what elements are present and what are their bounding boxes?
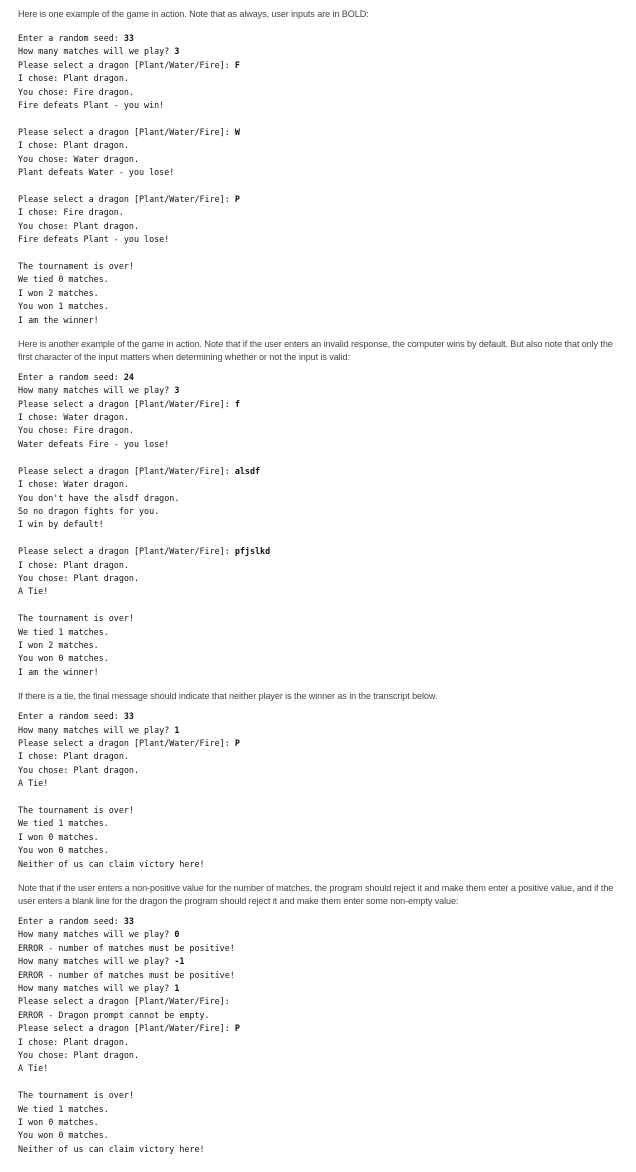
transcript-block (18, 710, 618, 790)
program-output: You chose: Plant dragon. (18, 764, 140, 775)
program-output: How many matches will we play? (18, 724, 175, 735)
program-output: Neither of us can claim victory here! (18, 1143, 205, 1154)
transcript-line (18, 99, 618, 112)
program-output: I won 2 matches. (18, 287, 99, 298)
program-output: I win by default! (18, 519, 104, 530)
transcript-line (18, 478, 618, 491)
program-output: Fire defeats Plant - you win! (18, 99, 165, 110)
program-output: The tournament is over! (18, 613, 134, 624)
user-input: 1 (174, 724, 180, 735)
program-output: Please select a dragon [Plant/Water/Fire]: (18, 465, 235, 476)
transcript-line (18, 300, 618, 313)
program-output: The tournament is over! (18, 260, 134, 271)
program-output: I chose: Water dragon. (18, 412, 129, 423)
program-output: Please select a dragon [Plant/Water/Fire]: (18, 738, 235, 749)
program-output: You chose: Plant dragon. (18, 573, 140, 583)
transcript-block (18, 1089, 618, 1156)
transcript (18, 32, 618, 327)
transcript-line (18, 844, 618, 857)
transcript-line (18, 737, 618, 750)
program-output: Enter a random seed: (18, 371, 124, 382)
program-output: You won 0 matches. (18, 653, 109, 664)
program-output: I am the winner! (18, 666, 99, 677)
transcript-block (18, 612, 618, 679)
transcript-line (18, 942, 618, 955)
transcript-line (18, 1089, 618, 1102)
user-input: 33 (123, 711, 134, 722)
program-output: A Tie! (18, 586, 49, 597)
user-input: -1 (174, 956, 185, 967)
transcript-block (18, 32, 618, 112)
transcript-line (18, 955, 618, 968)
program-output: Please select a dragon [Plant/Water/Fire]: (18, 996, 230, 1007)
transcript-line (18, 233, 618, 246)
transcript (18, 371, 618, 679)
transcript-line (18, 710, 618, 723)
transcript-line (18, 1009, 618, 1022)
transcript-line (18, 652, 618, 665)
program-output: Please select a dragon [Plant/Water/Fire]: (18, 59, 235, 70)
program-output: You won 1 matches. (18, 301, 109, 312)
transcript-block (18, 545, 618, 599)
program-output: I chose: Water dragon. (18, 479, 129, 490)
transcript-line (18, 166, 618, 179)
transcript-line (18, 260, 618, 273)
user-input: pfjslkd (234, 546, 271, 557)
transcript-line (18, 398, 618, 411)
transcript-block (18, 260, 618, 327)
user-input: 3 (174, 385, 180, 396)
transcript-line (18, 1143, 618, 1156)
user-input: f (234, 398, 240, 409)
transcript-block (18, 126, 618, 180)
transcript-line (18, 153, 618, 166)
transcript-line (18, 817, 618, 830)
transcript-line (18, 626, 618, 639)
program-output: We tied 1 matches. (18, 626, 109, 637)
transcript-line (18, 424, 618, 437)
transcript-line (18, 1062, 618, 1075)
program-output: Fire defeats Plant - you lose! (18, 234, 170, 245)
program-output: Enter a random seed: (18, 33, 124, 43)
transcript-line (18, 371, 618, 384)
program-output: Please select a dragon [Plant/Water/Fire]: (18, 126, 235, 137)
program-output: Please select a dragon [Plant/Water/Fire]: (18, 398, 235, 409)
section-intro: If there is a tie, the final message should indicate that neither player is the winner as in the transcript below. (18, 691, 438, 702)
program-output: How many matches will we play? (18, 929, 175, 940)
program-output: We tied 0 matches. (18, 274, 109, 285)
program-output: Plant defeats Water - you lose! (18, 167, 175, 178)
transcript-line (18, 995, 618, 1008)
transcript-line (18, 220, 618, 233)
program-output: The tournament is over! (18, 805, 134, 816)
program-output: How many matches will we play? (18, 385, 175, 396)
transcript-block (18, 371, 618, 451)
transcript-line (18, 559, 618, 572)
transcript-line (18, 126, 618, 139)
transcript-line (18, 59, 618, 72)
program-output: You don't have the alsdf dragon. (18, 492, 180, 503)
transcript-line (18, 1036, 618, 1049)
program-output: How many matches will we play? (18, 982, 175, 993)
transcript-line (18, 612, 618, 625)
program-output: The tournament is over! (18, 1090, 134, 1101)
program-output: I won 0 matches. (18, 1117, 99, 1127)
user-input: 0 (174, 929, 180, 940)
program-output: Enter a random seed: (18, 916, 124, 927)
transcript-line (18, 777, 618, 790)
program-output: We tied 1 matches. (18, 818, 109, 829)
transcript-line (18, 858, 618, 871)
program-output: I chose: Fire dragon. (18, 207, 124, 218)
transcript-line (18, 585, 618, 598)
program-output: I chose: Plant dragon. (18, 140, 129, 151)
transcript-line (18, 1022, 618, 1035)
transcript-line (18, 45, 618, 58)
transcript-line (18, 273, 618, 286)
program-output: Neither of us can claim victory here! (18, 858, 205, 869)
transcript-block (18, 804, 618, 871)
transcript-line (18, 928, 618, 941)
program-output: How many matches will we play? (18, 956, 175, 967)
program-output: You chose: Fire dragon. (18, 425, 134, 436)
user-input: W (234, 126, 240, 137)
user-input: 24 (123, 371, 134, 382)
program-output: A Tie! (18, 778, 49, 789)
transcript-line (18, 1116, 618, 1129)
program-output: I chose: Plant dragon. (18, 1036, 129, 1047)
transcript-line (18, 411, 618, 424)
transcript-line (18, 724, 618, 737)
transcript-line (18, 750, 618, 763)
transcript-line (18, 518, 618, 531)
program-output: You chose: Plant dragon. (18, 1049, 140, 1060)
program-output: I am the winner! (18, 314, 99, 325)
transcript (18, 710, 618, 871)
program-output: You chose: Fire dragon. (18, 86, 134, 97)
program-output: You chose: Water dragon. (18, 153, 140, 164)
program-output: We tied 1 matches. (18, 1103, 109, 1114)
transcript-line (18, 314, 618, 327)
user-input: P (234, 193, 240, 204)
program-output: Please select a dragon [Plant/Water/Fire]: (18, 1023, 235, 1034)
transcript-line (18, 193, 618, 206)
transcript-line (18, 1103, 618, 1116)
transcript-line (18, 32, 618, 45)
transcript-line (18, 764, 618, 777)
transcript-line (18, 287, 618, 300)
transcript-line (18, 492, 618, 505)
transcript-line (18, 572, 618, 585)
program-output: I won 0 matches. (18, 831, 99, 842)
program-output: You chose: Plant dragon. (18, 220, 140, 231)
program-output: I won 2 matches. (18, 640, 99, 651)
user-input: F (234, 59, 240, 70)
transcript-line (18, 206, 618, 219)
transcript-line (18, 1049, 618, 1062)
program-output: Enter a random seed: (18, 711, 124, 722)
program-output: I chose: Plant dragon. (18, 751, 129, 762)
user-input: 33 (123, 916, 134, 927)
transcript-line (18, 505, 618, 518)
program-output: You won 0 matches. (18, 845, 109, 856)
section-intro: Here is one example of the game in action. Note that as always, user inputs are in BOLD: (18, 9, 369, 19)
program-output: ERROR - Dragon prompt cannot be empty. (18, 1009, 210, 1020)
transcript-line (18, 831, 618, 844)
program-output: Please select a dragon [Plant/Water/Fire]: (18, 546, 235, 557)
program-output: ERROR - number of matches must be positive! (18, 969, 235, 980)
transcript-line (18, 969, 618, 982)
transcript-block (18, 915, 618, 1076)
user-input: P (234, 1023, 240, 1034)
program-output: How many matches will we play? (18, 46, 175, 57)
program-output: I chose: Plant dragon. (18, 73, 129, 84)
user-input: P (234, 738, 240, 749)
program-output: ERROR - number of matches must be positive! (18, 942, 235, 953)
transcript-line (18, 86, 618, 99)
transcript-line (18, 1129, 618, 1142)
user-input: 33 (123, 33, 134, 43)
transcript-line (18, 982, 618, 995)
program-output: Please select a dragon [Plant/Water/Fire]: (18, 193, 235, 204)
user-input: alsdf (234, 465, 261, 476)
transcript-line (18, 384, 618, 397)
user-input: 3 (174, 46, 180, 57)
transcript-line (18, 639, 618, 652)
program-output: Water defeats Fire - you lose! (18, 438, 170, 449)
transcript-line (18, 438, 618, 451)
section-intro: Here is another example of the game in action. Note that if the user enters an invalid response, the computer wins by default. But also note that only the first character of the input matters when determining whether or not the input is valid: (18, 338, 613, 362)
transcript-line (18, 915, 618, 928)
transcript-line (18, 666, 618, 679)
transcript-line (18, 804, 618, 817)
section-intro: Note that if the user enters a non-positive value for the number of matches, the program should reject it and make them enter a positive value, and if the user enters a blank line for the dragon the program should reject it and make them enter some non-empty value: (18, 883, 614, 907)
user-input: 1 (174, 982, 180, 993)
transcript-block (18, 193, 618, 247)
transcript-line (18, 139, 618, 152)
transcript-line (18, 465, 618, 478)
transcript-line (18, 72, 618, 85)
program-output: I chose: Plant dragon. (18, 559, 129, 570)
program-output: A Tie! (18, 1063, 49, 1074)
transcript-line (18, 545, 618, 558)
transcript-block (18, 465, 618, 532)
program-output: So no dragon fights for you. (18, 505, 160, 516)
program-output: You won 0 matches. (18, 1130, 109, 1141)
transcript (18, 915, 618, 1156)
